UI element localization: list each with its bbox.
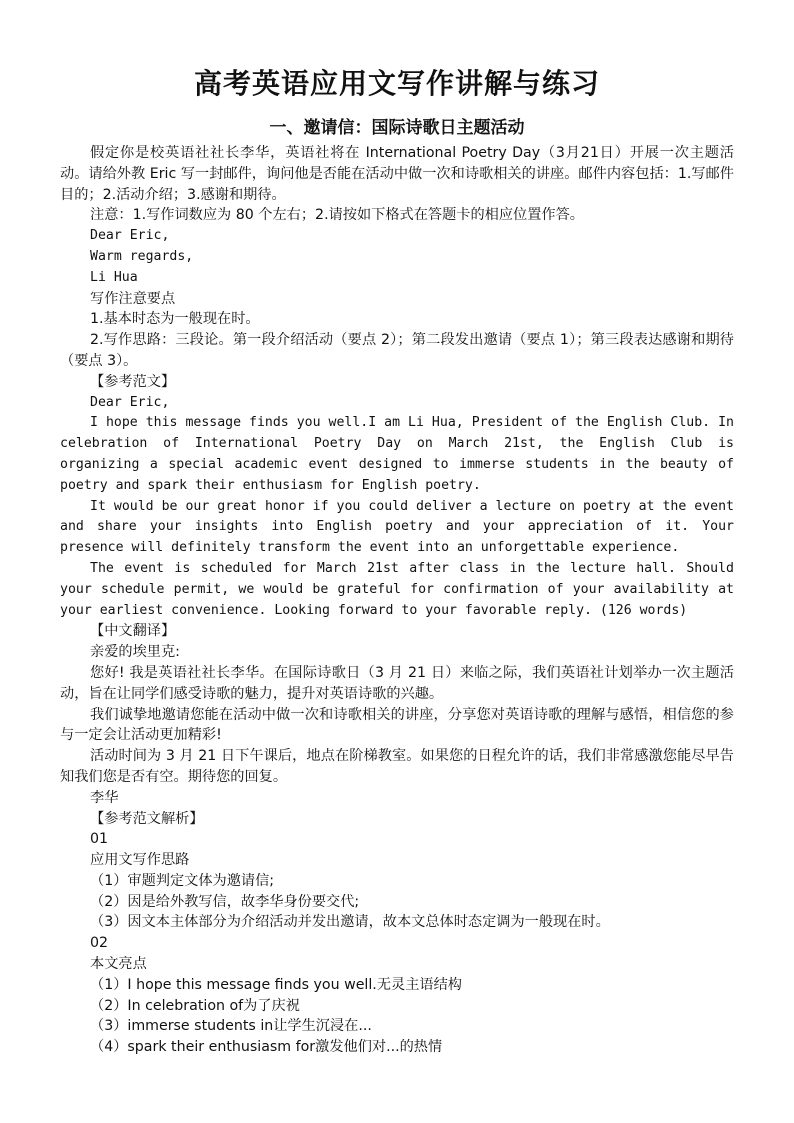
translation-paragraph-3: 活动时间为 3 月 21 日下午课后，地点在阶梯教室。如果您的日程允许的话，我们非常感激您能尽早告知我们您是否有空。期待您的回复。 (60, 748, 734, 785)
prompt-closing: Warm regards, (90, 248, 194, 264)
sample-paragraph-2: It would be our great honor if you could deliver a lecture on poetry at the event and share your insights into English poetry and your appreciation of it. Your presence will definitely transform the event into an unforgettable experience. (60, 498, 734, 556)
analysis-part-2-title: 本文亮点 (90, 956, 147, 973)
analysis-part-2-item: （3）immerse students in让学生沉浸在... (90, 1018, 372, 1035)
analysis-part-2-number: 02 (90, 935, 109, 952)
analysis-part-1-number: 01 (90, 831, 109, 848)
translation-signature: 李华 (90, 789, 119, 806)
tips-heading: 写作注意要点 (90, 290, 176, 307)
sample-heading: 【参考范文】 (90, 373, 176, 390)
section-title: 一、邀请信：国际诗歌日主题活动 (269, 118, 525, 138)
document-body (60, 143, 734, 1058)
analysis-part-2-item: （2）In celebration of为了庆祝 (90, 997, 300, 1014)
prompt-note: 注意：1.写作词数应为 80 个左右；2.请按如下格式在答题卡的相应位置作答。 (90, 207, 584, 224)
analysis-part-1-item: （3）因文本主体部分为介绍活动并发出邀请，故本文总体时态定调为一般现在时。 (90, 914, 610, 931)
analysis-heading: 【参考范文解析】 (90, 810, 204, 827)
translation-paragraph-2: 我们诚挚地邀请您能在活动中做一次和诗歌相关的讲座，分享您对英语诗歌的理解与感悟，相信您的参与一定会让活动更加精彩! (60, 706, 734, 744)
document-title: 高考英语应用文写作讲解与练习 (193, 67, 600, 100)
translation-paragraph-1: 您好! 我是英语社社长李华。在国际诗歌日（3 月 21 日）来临之际，我们英语社计划举办一次主题活动，旨在让同学们感受诗歌的魅力，提升对英语诗歌的兴趣。 (60, 664, 734, 702)
translation-salutation: 亲爱的埃里克: (90, 644, 180, 661)
analysis-part-1-item: （1）审题判定文体为邀请信; (90, 872, 275, 889)
analysis-part-2-item: （1）I hope this message finds you well.无灵主语结构 (90, 976, 462, 993)
tips-item-1: 1.基本时态为一般现在时。 (90, 311, 260, 328)
prompt-salutation: Dear Eric, (90, 228, 170, 244)
translation-heading: 【中文翻译】 (90, 623, 176, 640)
sample-paragraph-3: The event is scheduled for March 21st after class in the lecture hall. Should your schedule permit, we would be grateful for confirmation of your availability at your earliest convenience. Looking forward to your favorable reply. (126 words) (60, 560, 734, 618)
analysis-part-2-item: （4）spark their enthusiasm for激发他们对...的热情 (90, 1039, 443, 1056)
prompt-paragraph: 假定你是校英语社社长李华，英语社将在 International Poetry Day（3月21日）开展一次主题活动。请给外教 Eric 写一封邮件，询问他是否能在活动中做一次和诗歌相关的讲座。邮件内容包括：1.写邮件目的；2.活动介绍；3.感谢和期待。 (60, 145, 734, 203)
analysis-part-1-item: （2）因是给外教写信，故李华身份要交代; (90, 893, 360, 910)
analysis-part-1-title: 应用文写作思路 (90, 852, 190, 869)
sample-paragraph-1: I hope this message finds you well.I am Li Hua, President of the English Club. In celebration of International Poetry Day on March 21st, the English Club is organizing a special academic event designed to immerse students in the beauty of poetry and spark their enthusiasm for English poetry. (60, 415, 734, 493)
prompt-signature: Li Hua (90, 269, 138, 285)
sample-salutation: Dear Eric, (90, 394, 170, 410)
tips-item-2: 2.写作思路：三段论。第一段介绍活动（要点 2）；第二段发出邀请（要点 1）；第三段表达感谢和期待（要点 3）。 (60, 332, 734, 369)
